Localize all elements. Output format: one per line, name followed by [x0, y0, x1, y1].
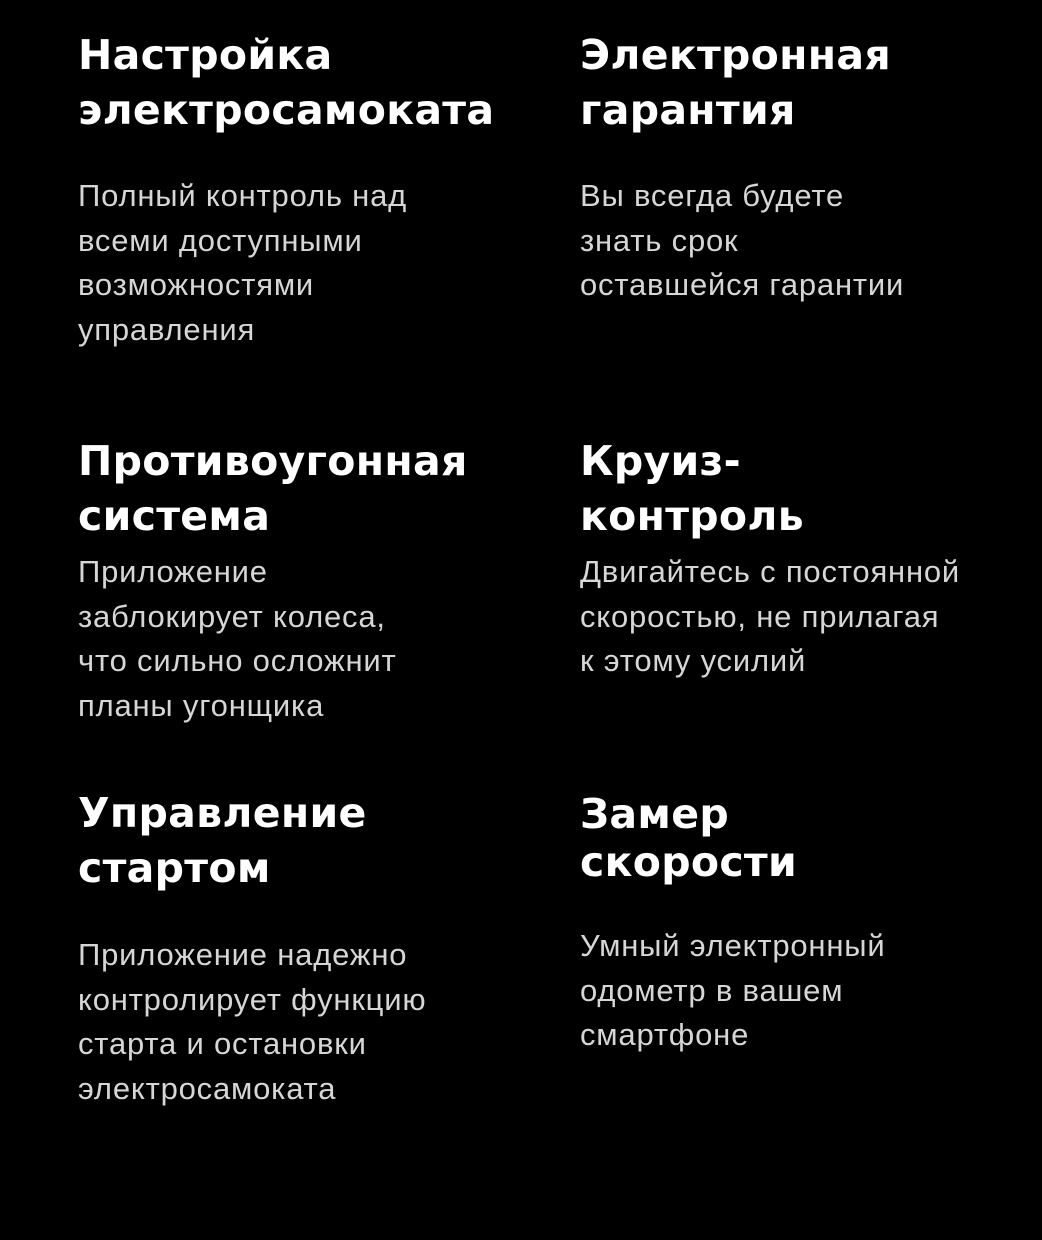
title-line: скорости: [580, 838, 798, 886]
description-line: заблокирует колеса,: [78, 598, 386, 634]
description-line: Приложение: [78, 554, 268, 589]
feature-cruise-control: [580, 434, 1020, 684]
description-line: Вы всегда будете: [580, 178, 845, 213]
description-line: Полный контроль над: [78, 178, 408, 213]
feature-speed-measurement: [580, 790, 1020, 1058]
description-line: всеми доступными: [78, 222, 363, 258]
title-line: Настройка: [78, 31, 333, 79]
title-line: контроль: [580, 492, 804, 540]
title-line: Электронная: [580, 31, 891, 79]
description-line: Умный электронный: [580, 928, 886, 963]
feature-title: [78, 786, 518, 896]
description-line: электросамоката: [78, 1070, 337, 1106]
description-line: что сильно осложнит: [78, 643, 397, 678]
feature-title: [78, 28, 518, 138]
feature-scooter-settings: [78, 28, 518, 352]
feature-electronic-warranty: [580, 28, 1020, 308]
feature-title: [78, 434, 518, 544]
feature-description: [78, 174, 518, 352]
title-line: Противоугонная: [78, 437, 468, 485]
description-line: оставшейся гарантии: [580, 267, 905, 302]
title-line: электросамоката: [78, 86, 495, 134]
description-line: возможностями: [78, 267, 315, 302]
feature-title: [580, 434, 1020, 544]
feature-description: [78, 550, 518, 728]
description-line: старта и остановки: [78, 1026, 367, 1061]
description-line: контролирует функцию: [78, 981, 427, 1017]
feature-description: [78, 933, 518, 1111]
title-line: стартом: [78, 844, 271, 892]
title-line: Управление: [78, 789, 367, 837]
feature-start-control: [78, 786, 518, 1111]
title-line: Замер: [580, 790, 729, 838]
title-line: Круиз-: [580, 437, 741, 485]
description-line: Двигайтесь с постоянной: [580, 554, 961, 589]
description-line: Приложение надежно: [78, 937, 408, 972]
description-line: смартфоне: [580, 1017, 750, 1052]
description-line: к этому усилий: [580, 643, 807, 678]
title-line: система: [78, 492, 271, 540]
description-line: планы угонщика: [78, 687, 325, 723]
feature-title: [580, 790, 1020, 886]
feature-description: [580, 924, 1020, 1058]
feature-anti-theft: [78, 434, 518, 728]
feature-title: [580, 28, 1020, 138]
feature-description: [580, 174, 1020, 308]
title-line: гарантия: [580, 86, 796, 134]
description-line: одометр в вашем: [580, 972, 844, 1008]
description-line: управления: [78, 311, 256, 347]
feature-description: [580, 550, 1020, 684]
description-line: скоростью, не прилагая: [580, 598, 940, 634]
description-line: знать срок: [580, 222, 739, 258]
